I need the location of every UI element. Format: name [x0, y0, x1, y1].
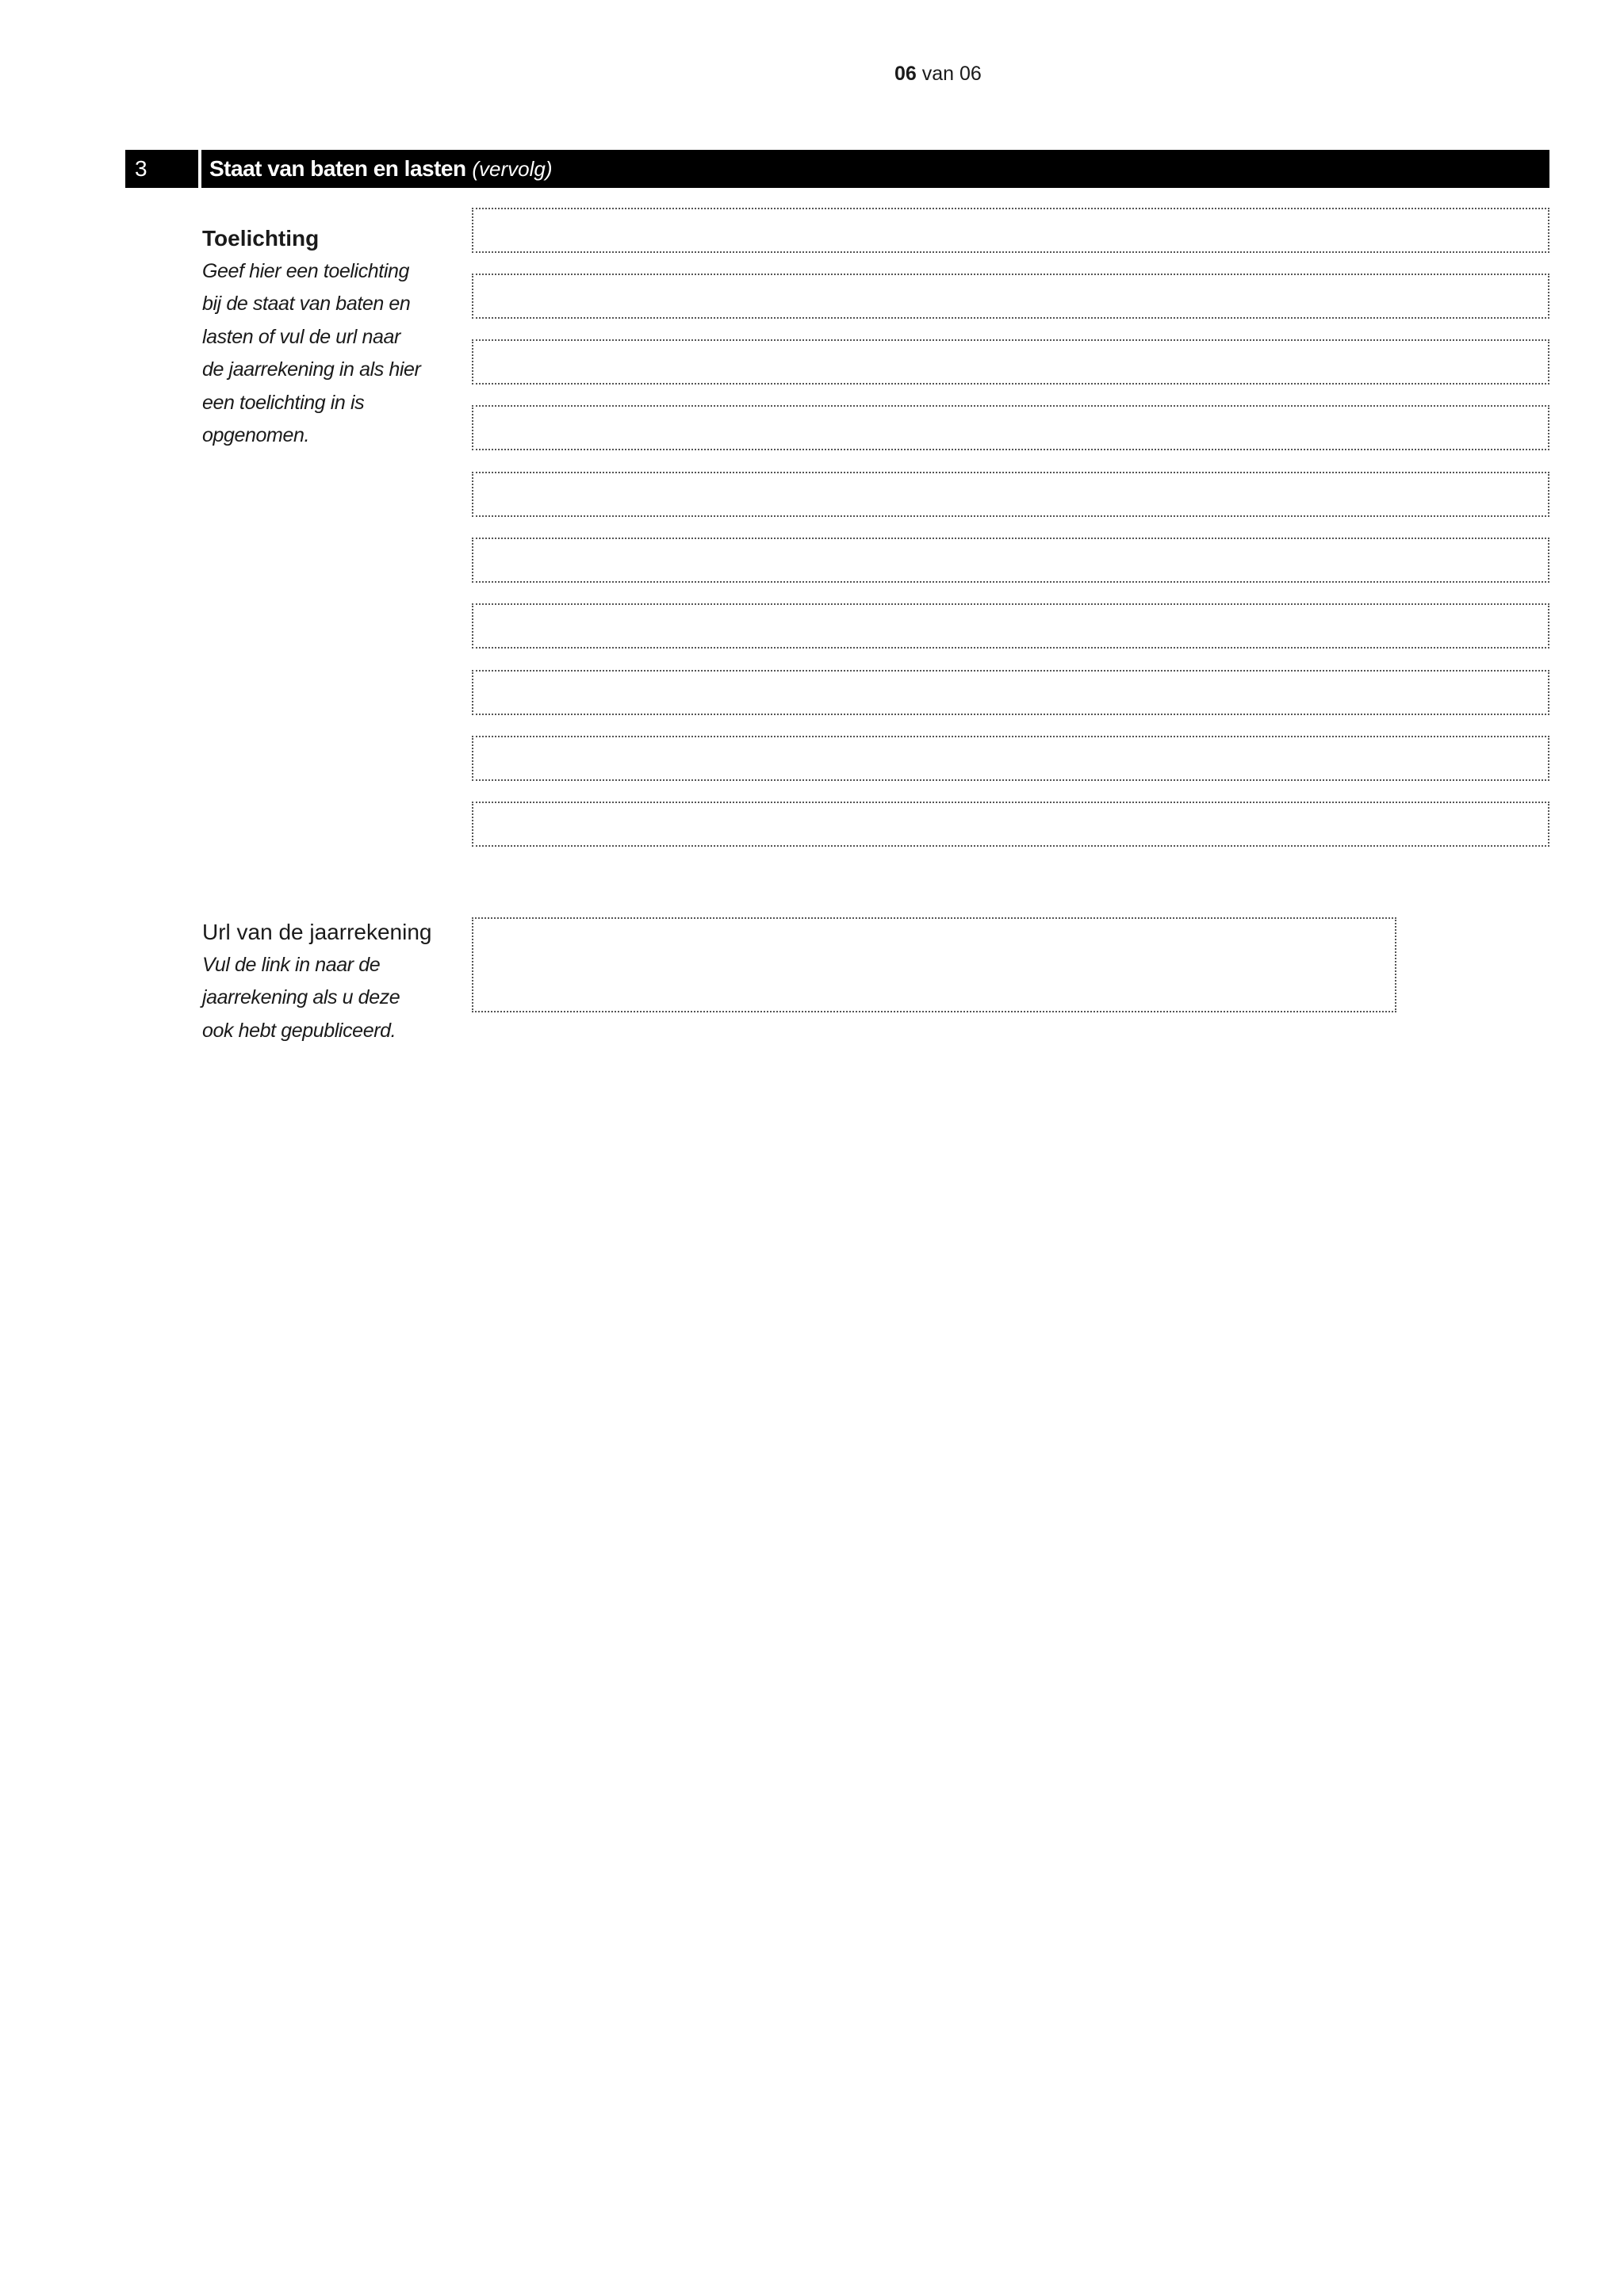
- toelichting-description-line: Geef hier een toelichting: [202, 259, 410, 282]
- toelichting-field-1[interactable]: [472, 208, 1549, 253]
- toelichting-description-line: opgenomen.: [202, 424, 310, 446]
- toelichting-label-block: [202, 222, 432, 453]
- toelichting-title: Toelichting: [202, 226, 320, 251]
- url-description-line: jaarrekening als u deze: [202, 986, 400, 1008]
- page-current: 06: [894, 63, 917, 85]
- toelichting-field-8[interactable]: [472, 670, 1549, 715]
- url-description-line: Vul de link in naar de: [202, 953, 381, 976]
- url-description-line: ook hebt gepubliceerd.: [202, 1019, 396, 1042]
- toelichting-field-9[interactable]: [472, 736, 1549, 781]
- section-title-bar: [201, 150, 1549, 188]
- toelichting-field-7[interactable]: [472, 603, 1549, 649]
- toelichting-field-2[interactable]: [472, 274, 1549, 319]
- page-separator: van: [916, 63, 960, 85]
- toelichting-field-10[interactable]: [472, 802, 1549, 847]
- page-indicator: [894, 62, 982, 86]
- section-header: [125, 150, 1549, 188]
- toelichting-field-6[interactable]: [472, 538, 1549, 583]
- section-number: 3: [125, 150, 198, 188]
- section-title: Staat van baten en lasten: [209, 156, 466, 181]
- toelichting-description-line: een toelichting in is: [202, 391, 365, 414]
- url-jaarrekening-field[interactable]: [472, 917, 1396, 1012]
- toelichting-field-4[interactable]: [472, 405, 1549, 450]
- page-total: 06: [959, 63, 982, 85]
- section-subtitle: (vervolg): [472, 157, 553, 181]
- toelichting-field-5[interactable]: [472, 472, 1549, 517]
- url-title: Url van de jaarrekening: [202, 920, 432, 944]
- toelichting-field-3[interactable]: [472, 339, 1549, 385]
- toelichting-description-line: lasten of vul de url naar: [202, 325, 400, 348]
- toelichting-description-line: de jaarrekening in als hier: [202, 358, 421, 381]
- url-label-block: [202, 916, 432, 1047]
- toelichting-description-line: bij de staat van baten en: [202, 293, 411, 315]
